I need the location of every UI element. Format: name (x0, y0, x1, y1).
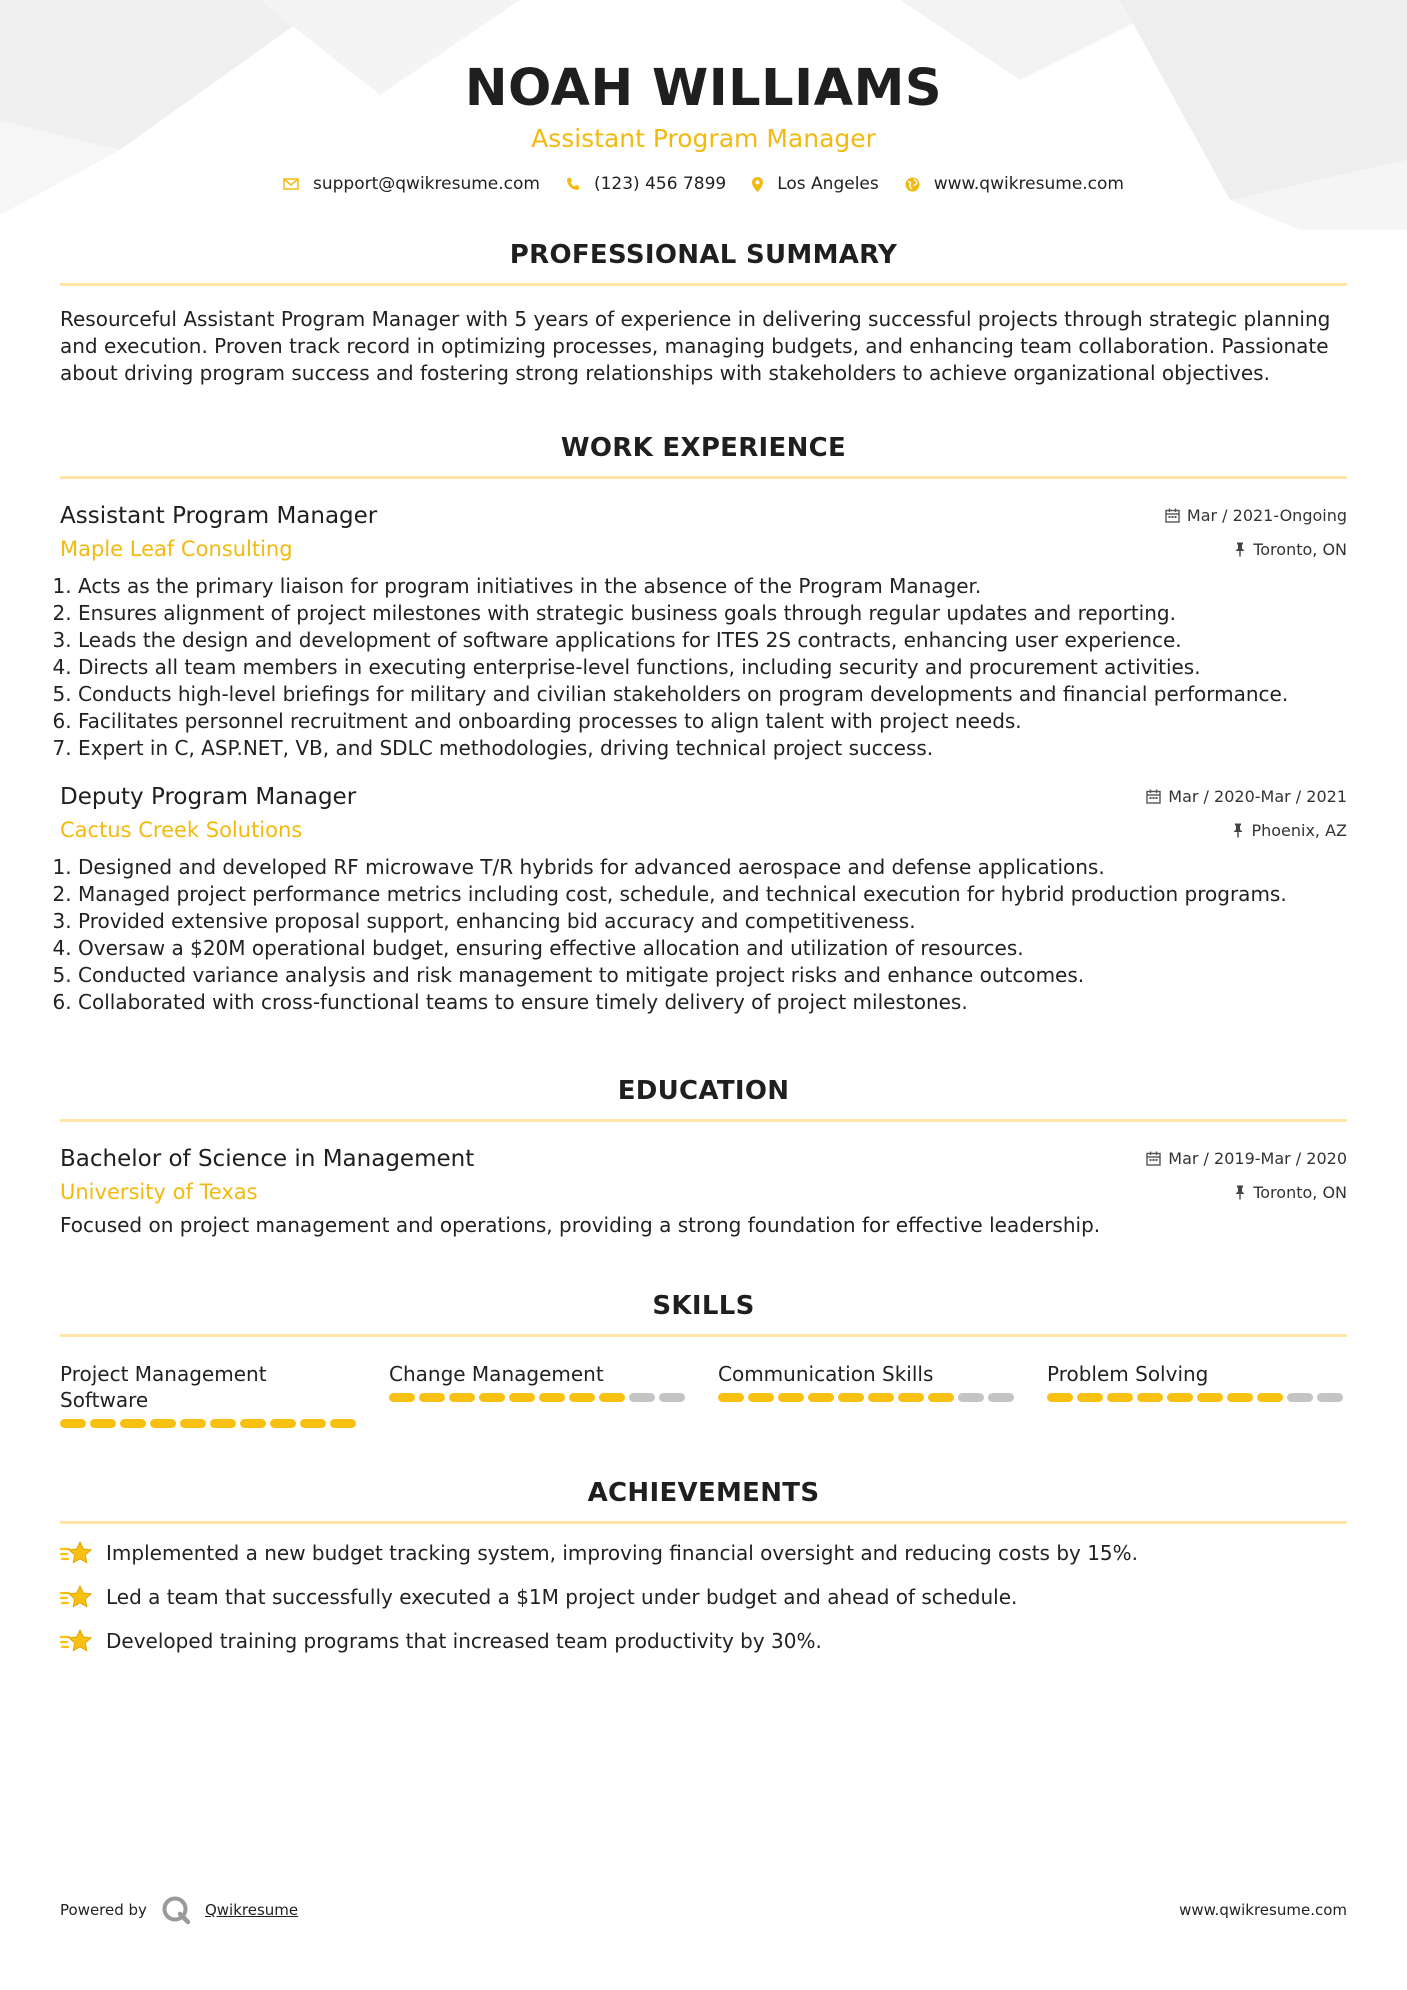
skill-segment-filled (1167, 1393, 1193, 1402)
job-location (1232, 821, 1347, 840)
skill-segment-filled (479, 1393, 505, 1402)
calendar-icon (1146, 789, 1161, 804)
job-location-text: Phoenix, AZ (1251, 820, 1347, 840)
duty-item: 3. Provided extensive proposal support, enhancing bid accuracy and competitiveness. (78, 908, 1347, 935)
skill-segment-filled (509, 1393, 535, 1402)
job-dates-text: Mar / 2021-Ongoing (1186, 506, 1347, 525)
achievement-item (60, 1538, 1347, 1568)
education-dates (1146, 1149, 1347, 1168)
email-text: support@qwikresume.com (313, 174, 540, 194)
job-title: Deputy Program Manager (60, 784, 357, 810)
job-entry (60, 782, 1347, 1016)
skill-segment-filled (1137, 1393, 1163, 1402)
skill-segment-filled (210, 1419, 236, 1428)
skill-name: Project Management Software (60, 1362, 267, 1412)
skill-segment-filled (240, 1419, 266, 1428)
duty-item: 3. Leads the design and development of software applications for ITES 2S contracts, enhancing user experience. (78, 627, 1347, 654)
skill-segment-filled (599, 1393, 625, 1402)
skill-item (389, 1361, 689, 1428)
summary-text: Resourceful Assistant Program Manager with 5 years of experience in delivering successful projects through strategic planning and execution. Proven track record in optimizing processes, managing budgets, and enhancing team collaboration. Passionate about driving program success and fostering strong relationships with stakeholders to achieve organizational objectives. (60, 307, 1331, 385)
skill-segment-empty (1317, 1393, 1343, 1402)
skill-segment-filled (60, 1419, 86, 1428)
footer-website-link[interactable]: www.qwikresume.com (1179, 1901, 1347, 1919)
skill-segment-filled (898, 1393, 924, 1402)
skill-segment-filled (718, 1393, 744, 1402)
contact-bar (60, 174, 1347, 194)
duty-list (60, 854, 1347, 1016)
skill-level-bar (718, 1393, 1018, 1402)
skill-segment-filled (778, 1393, 804, 1402)
envelope-icon (283, 178, 299, 190)
skill-segment-empty (958, 1393, 984, 1402)
skill-segment-filled (868, 1393, 894, 1402)
education-description: Focused on project management and operations, providing a strong foundation for effective leadership. (60, 1213, 1101, 1237)
duty-item: 2. Managed project performance metrics including cost, schedule, and technical execution for hybrid production programs. (78, 881, 1347, 908)
duty-item: 1. Designed and developed RF microwave T/R hybrids for advanced aerospace and defense applications. (78, 854, 1347, 881)
summary-heading: PROFESSIONAL SUMMARY (509, 240, 898, 270)
resume-header (60, 0, 1347, 194)
candidate-title: Assistant Program Manager (531, 124, 876, 153)
job-title: Assistant Program Manager (60, 503, 378, 529)
phone-text: (123) 456 7899 (593, 174, 727, 194)
location-text: Los Angeles (777, 174, 879, 194)
duty-item: 5. Conducts high-level briefings for military and civilian stakeholders on program developments and financial performance. (78, 681, 1347, 708)
summary-section (60, 238, 1347, 387)
skill-segment-filled (330, 1419, 356, 1428)
degree-title: Bachelor of Science in Management (60, 1146, 475, 1172)
company-name: Maple Leaf Consulting (60, 537, 293, 561)
qwikresume-link[interactable]: Qwikresume (204, 1901, 299, 1919)
map-pin-icon (752, 177, 763, 192)
skill-level-bar (60, 1419, 360, 1428)
duty-list (60, 573, 1347, 762)
company-name: Cactus Creek Solutions (60, 818, 303, 842)
duty-item: 7. Expert in C, ASP.NET, VB, and SDLC methodologies, driving technical project success. (78, 735, 1347, 762)
duty-item: 4. Directs all team members in executing enterprise-level functions, including security and procurement activities. (78, 654, 1347, 681)
skills-grid (60, 1361, 1347, 1428)
skill-segment-filled (270, 1419, 296, 1428)
skill-level-bar (389, 1393, 689, 1402)
star-icon (60, 1540, 92, 1566)
job-dates (1165, 506, 1347, 525)
contact-location (752, 174, 879, 194)
pushpin-icon (1234, 1185, 1246, 1200)
pushpin-icon (1232, 823, 1244, 838)
skill-segment-filled (419, 1393, 445, 1402)
page-footer (60, 1895, 1347, 1925)
achievement-text: Led a team that successfully executed a $1M project under budget and ahead of schedule. (106, 1585, 1018, 1609)
achievements-heading: ACHIEVEMENTS (587, 1478, 820, 1508)
skill-segment-filled (569, 1393, 595, 1402)
skills-section (60, 1289, 1347, 1428)
job-dates-text: Mar / 2020-Mar / 2021 (1168, 787, 1347, 806)
skill-item (718, 1361, 1018, 1428)
skill-segment-filled (1077, 1393, 1103, 1402)
section-divider (60, 1521, 1347, 1524)
skill-segment-filled (748, 1393, 774, 1402)
skills-heading: SKILLS (652, 1291, 755, 1321)
education-section (60, 1074, 1347, 1239)
section-divider (60, 283, 1347, 286)
contact-website[interactable] (905, 174, 1124, 194)
skill-segment-filled (90, 1419, 116, 1428)
experience-section (60, 431, 1347, 1016)
achievement-text: Implemented a new budget tracking system, improving financial oversight and reducing costs by 15%. (106, 1541, 1139, 1565)
skill-segment-filled (1047, 1393, 1073, 1402)
achievement-item (60, 1626, 1347, 1656)
duty-item: 1. Acts as the primary liaison for program initiatives in the absence of the Program Manager. (78, 573, 1347, 600)
education-location (1234, 1183, 1347, 1202)
website-text: www.qwikresume.com (933, 174, 1124, 194)
skill-segment-filled (180, 1419, 206, 1428)
skill-segment-filled (120, 1419, 146, 1428)
skill-level-bar (1047, 1393, 1347, 1402)
star-icon (60, 1584, 92, 1610)
skill-segment-filled (1257, 1393, 1283, 1402)
duty-item: 4. Oversaw a $20M operational budget, ensuring effective allocation and utilization of resources. (78, 935, 1347, 962)
skill-item (1047, 1361, 1347, 1428)
skill-segment-filled (1107, 1393, 1133, 1402)
skill-segment-filled (928, 1393, 954, 1402)
qwikresume-logo-icon (161, 1895, 191, 1925)
skill-segment-filled (300, 1419, 326, 1428)
section-divider (60, 1119, 1347, 1122)
section-divider (60, 476, 1347, 479)
job-entry (60, 501, 1347, 762)
school-name: University of Texas (60, 1180, 258, 1204)
job-dates (1146, 787, 1347, 806)
experience-heading: WORK EXPERIENCE (560, 433, 847, 463)
job-location (1234, 540, 1347, 559)
skill-segment-filled (539, 1393, 565, 1402)
achievement-text: Developed training programs that increased team productivity by 30%. (106, 1629, 822, 1653)
powered-by-label: Powered by (60, 1901, 147, 1919)
achievements-section (60, 1476, 1347, 1656)
duty-item: 2. Ensures alignment of project milestones with strategic business goals through regular updates and reporting. (78, 600, 1347, 627)
duty-item: 6. Collaborated with cross-functional teams to ensure timely delivery of project milestones. (78, 989, 1347, 1016)
skill-name: Problem Solving (1047, 1362, 1209, 1386)
phone-icon (566, 177, 580, 191)
job-location-text: Toronto, ON (1253, 539, 1347, 559)
duty-item: 6. Facilitates personnel recruitment and onboarding processes to align talent with project needs. (78, 708, 1347, 735)
contact-phone[interactable] (566, 174, 726, 194)
skill-segment-filled (808, 1393, 834, 1402)
skill-segment-filled (150, 1419, 176, 1428)
calendar-icon (1146, 1151, 1161, 1166)
section-divider (60, 1334, 1347, 1337)
skill-segment-empty (988, 1393, 1014, 1402)
education-dates-text: Mar / 2019-Mar / 2020 (1168, 1149, 1347, 1168)
globe-icon (905, 177, 920, 192)
education-heading: EDUCATION (617, 1076, 790, 1106)
contact-email[interactable] (283, 174, 540, 194)
skill-segment-empty (659, 1393, 685, 1402)
skill-segment-filled (838, 1393, 864, 1402)
calendar-icon (1165, 508, 1180, 523)
skill-name: Change Management (389, 1362, 604, 1386)
skill-segment-filled (1227, 1393, 1253, 1402)
skill-item (60, 1361, 360, 1428)
skill-segment-filled (449, 1393, 475, 1402)
duty-item: 5. Conducted variance analysis and risk management to mitigate project risks and enhance outcomes. (78, 962, 1347, 989)
star-icon (60, 1628, 92, 1654)
candidate-name: NOAH WILLIAMS (464, 59, 943, 118)
pushpin-icon (1234, 542, 1246, 557)
skill-segment-empty (629, 1393, 655, 1402)
education-location-text: Toronto, ON (1253, 1182, 1347, 1202)
achievement-item (60, 1582, 1347, 1612)
skill-segment-filled (389, 1393, 415, 1402)
skill-segment-filled (1197, 1393, 1223, 1402)
skill-segment-empty (1287, 1393, 1313, 1402)
skill-name: Communication Skills (718, 1362, 934, 1386)
